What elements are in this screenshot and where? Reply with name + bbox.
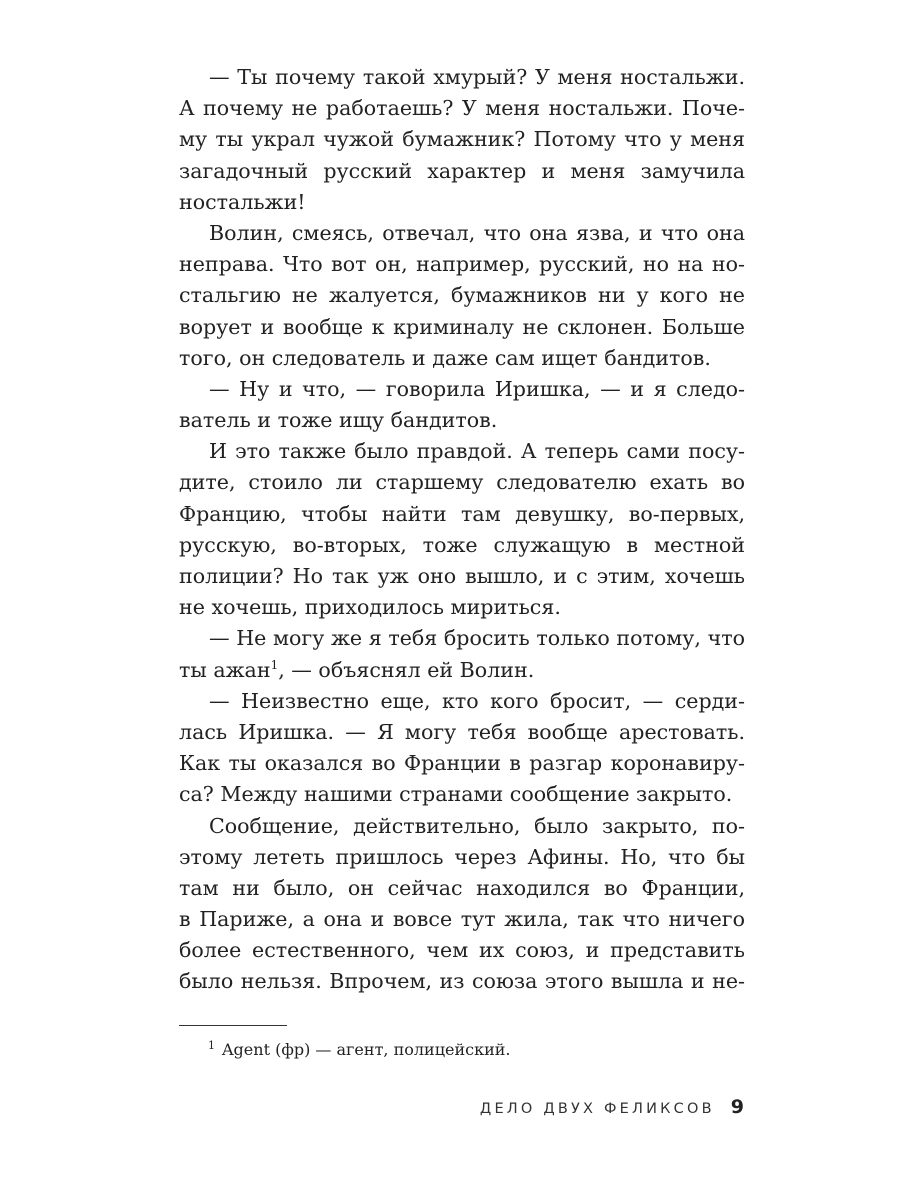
footnote-reference: 1 [270, 657, 279, 672]
text-line: загадочный русский характер и меня замучила [179, 158, 745, 183]
page-footer [450, 1096, 744, 1118]
text-segment: ты ажан [179, 657, 271, 682]
text-line: са? Между нашими странами сообщение закрыто. [179, 782, 733, 807]
text-line: этому лететь пришлось через Афины. Но, что бы [179, 844, 745, 869]
text-line: не хочешь, приходилось мириться. [179, 595, 561, 620]
footnote-text: Agent (фр) — агент, полицейский. [222, 1040, 511, 1059]
footnote-marker: 1 [208, 1039, 215, 1052]
text-line: — Неизвестно еще, кто кого бросит, — серди- [209, 688, 745, 713]
text-line: Сообщение, действительно, было закрыто, по- [209, 813, 745, 838]
text-line: там ни было, он сейчас находился во Франции, [179, 875, 745, 900]
footnote-separator [179, 1025, 287, 1026]
text-line: — Ты почему такой хмурый? У меня ностальжи. [209, 65, 745, 89]
text-line: — Не могу же я тебя бросить только потому, что [209, 626, 745, 651]
page-number: 9 [730, 1096, 744, 1118]
text-line: дите, стоило ли старшему следователю ехать во [179, 470, 745, 495]
text-line: му ты украл чужой бумажник? Потому что у меня [179, 127, 745, 152]
text-segment: , — объяснял ей Волин. [278, 657, 535, 682]
running-title: ДЕЛО ДВУХ ФЕЛИКСОВ [479, 1101, 715, 1117]
text-line: в Париже, а она и вовсе тут жила, так что ничего [179, 907, 745, 932]
footnote [208, 1039, 511, 1061]
text-line: А почему не работаешь? У меня ностальжи. Поче- [179, 96, 745, 121]
main-text [179, 62, 745, 998]
text-line: — Ну и что, — говорила Иришка, — и я следо- [209, 376, 745, 401]
text-line: И это также было правдой. А теперь сами посу- [209, 439, 745, 464]
text-line: было нельзя. Впрочем, из союза этого вышла и не- [179, 969, 745, 994]
text-line: того, он следователь и даже сам ищет бандитов. [179, 345, 711, 370]
text-line [179, 655, 745, 686]
text-line: лась Иришка. — Я могу тебя вообще арестовать. [179, 719, 745, 744]
text-line: ворует и вообще к криминалу не склонен. Больше [179, 314, 745, 339]
text-line: более естественного, чем их союз, и представить [179, 938, 745, 963]
text-line: ватель и тоже ищу бандитов. [179, 408, 498, 433]
text-line: полиции? Но так уж оно вышло, и с этим, хочешь [179, 564, 745, 588]
text-line: неправа. Что вот он, например, русский, но на но- [179, 252, 745, 277]
text-line: Волин, смеясь, отвечал, что она язва, и что она [209, 220, 745, 245]
text-line: стальгию не жалуется, бумажников ни у кого не [179, 283, 745, 308]
text-line: Францию, чтобы найти там девушку, во-первых, [179, 501, 745, 526]
text-line: русскую, во-вторых, тоже служащую в местной [179, 532, 745, 557]
text-line: ностальжи! [179, 189, 306, 214]
text-line: Как ты оказался во Франции в разгар коронавиру- [179, 751, 745, 776]
